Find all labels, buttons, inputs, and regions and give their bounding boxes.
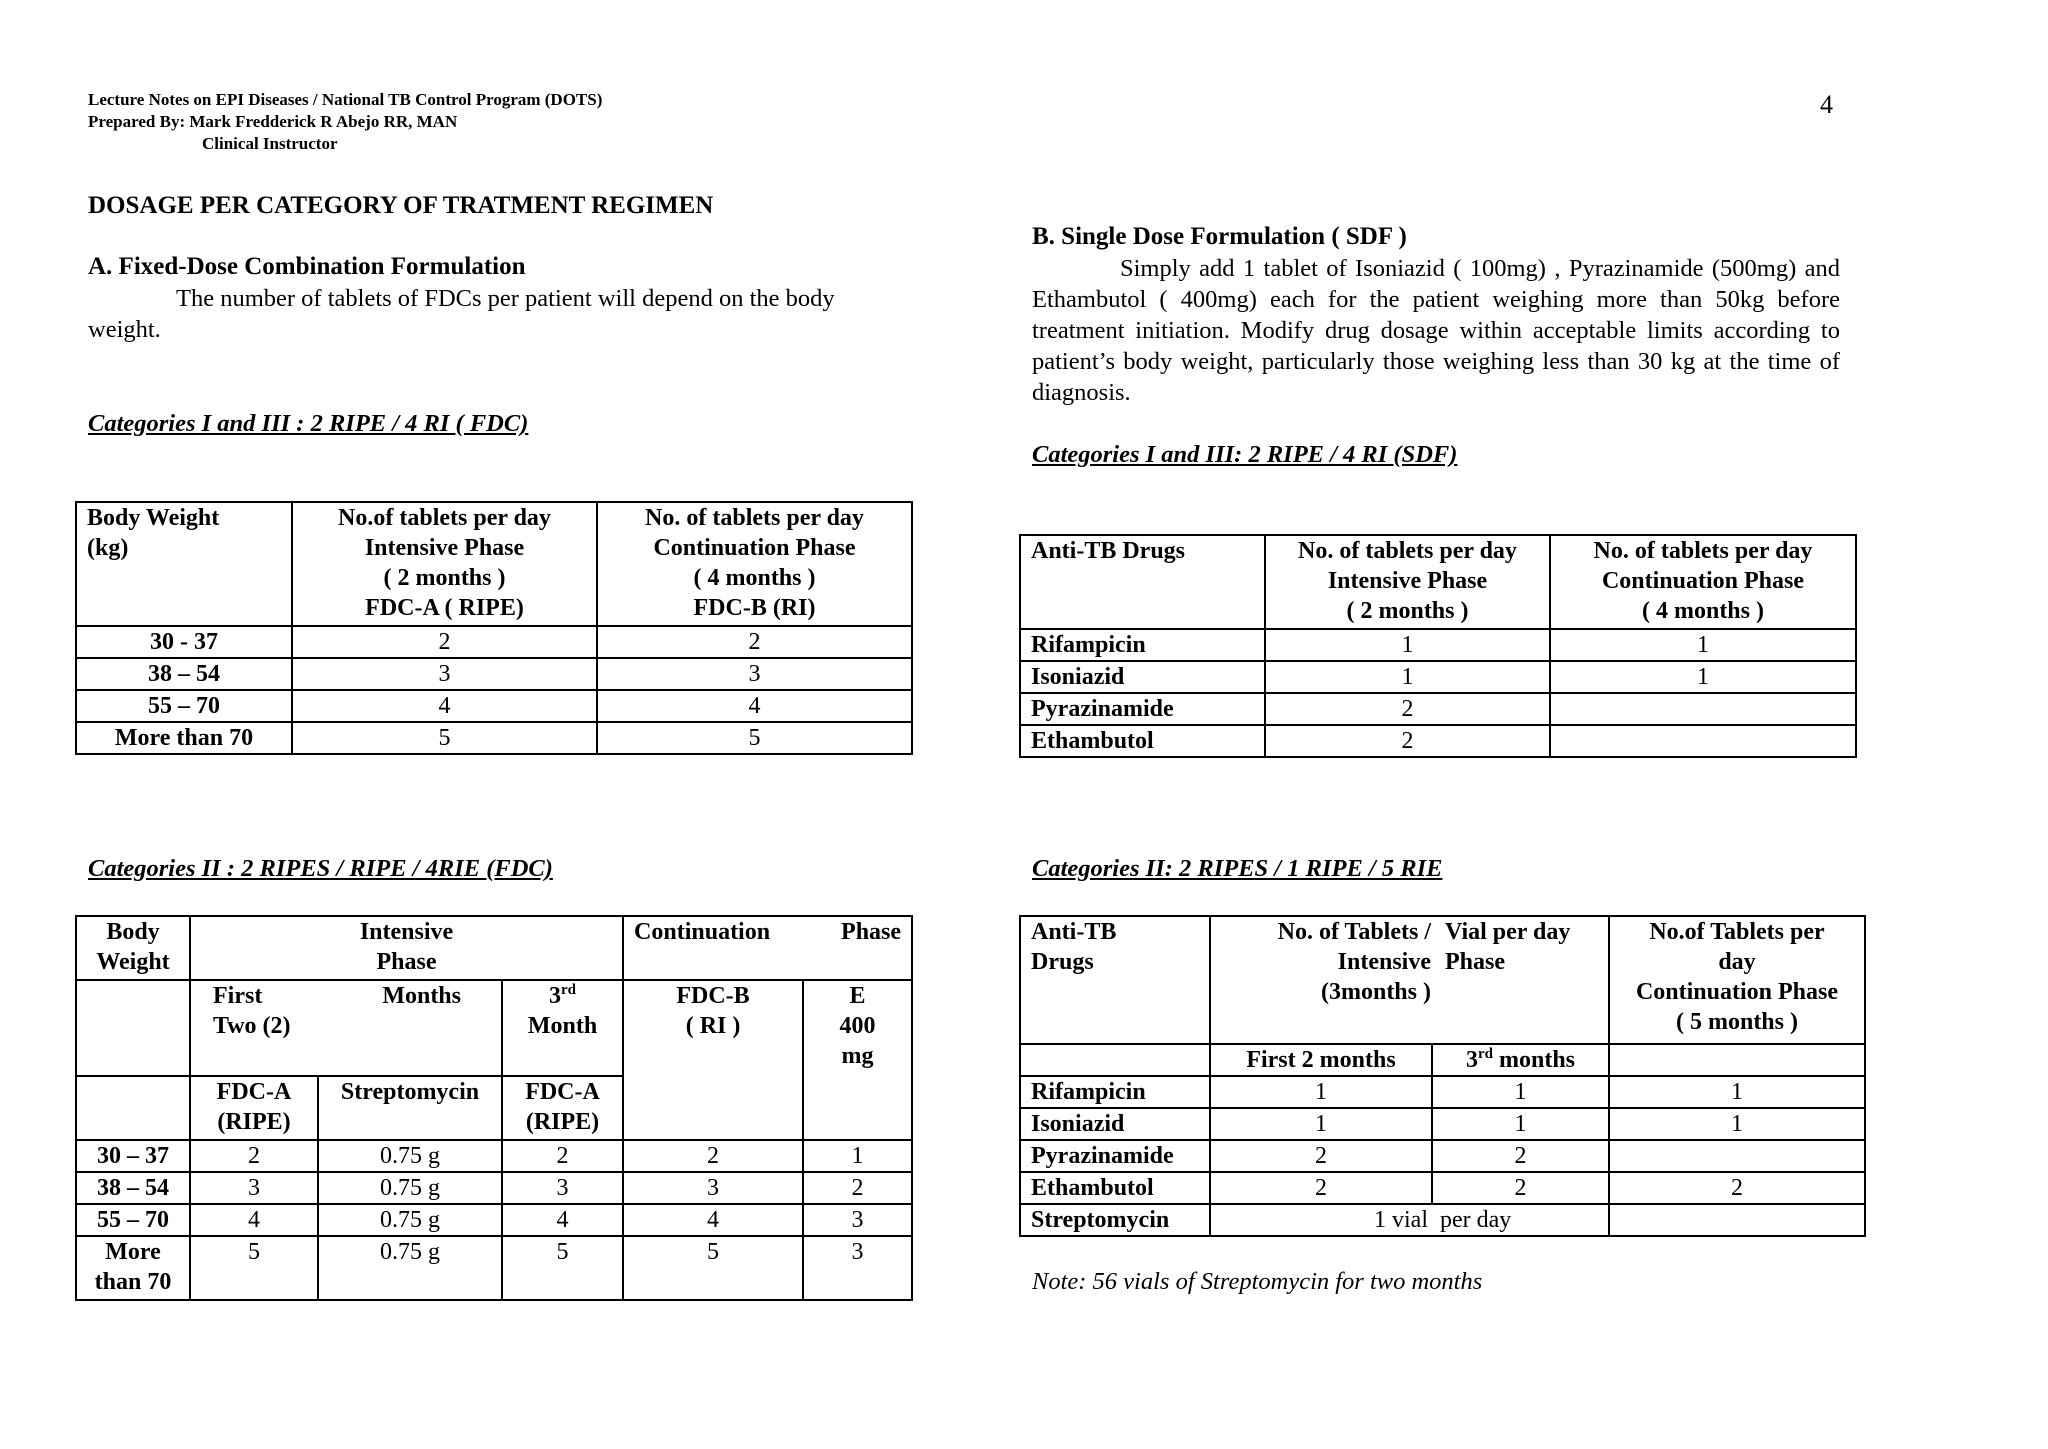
section-a-heading: A. Fixed-Dose Combination Formulation bbox=[88, 253, 526, 280]
table-row: Rifampicin 1 1 1 bbox=[1020, 1076, 1865, 1108]
table-row: Isoniazid 1 1 1 bbox=[1020, 1108, 1865, 1140]
header-body-weight: Body Weight (kg) bbox=[76, 502, 292, 626]
header-intensive-phase: No. of tablets per day Intensive Phase ( 2 months ) bbox=[1265, 535, 1550, 629]
cat1-sdf-title: Categories I and III: 2 RIPE / 4 RI (SDF) bbox=[1032, 441, 1458, 468]
table-row: Ethambutol 2 2 2 bbox=[1020, 1172, 1865, 1204]
header-body-weight: Body Weight bbox=[76, 916, 190, 980]
fdc-cat1-table bbox=[75, 501, 913, 755]
section-a-text-2: weight. bbox=[88, 316, 161, 343]
table-row: Isoniazid 1 1 bbox=[1020, 661, 1856, 693]
table-row: Streptomycin 1 vial per day bbox=[1020, 1204, 1865, 1236]
header-intensive-phase: No. of Tablets / Intensive (3months ) Vial per day Phase bbox=[1210, 916, 1609, 1044]
table-row: 38 – 54 3 3 bbox=[76, 658, 912, 690]
header-line-1: Lecture Notes on EPI Diseases / National TB Control Program (DOTS) bbox=[88, 90, 603, 109]
header-intensive-phase: No.of tablets per day Intensive Phase ( 2 months ) FDC-A ( RIPE) bbox=[292, 502, 597, 626]
header-continuation-phase: No. of tablets per day Continuation Phase ( 4 months ) FDC-B (RI) bbox=[597, 502, 912, 626]
header-anti-tb-drugs: Anti-TB Drugs bbox=[1020, 916, 1210, 1044]
header-fdc-a-third: FDC-A (RIPE) bbox=[502, 1076, 623, 1140]
table-row: Pyrazinamide 2 bbox=[1020, 693, 1856, 725]
streptomycin-note: Note: 56 vials of Streptomycin for two months bbox=[1032, 1268, 1483, 1295]
header-fdc-a: FDC-A (RIPE) bbox=[190, 1076, 318, 1140]
table-row: Pyrazinamide 2 2 bbox=[1020, 1140, 1865, 1172]
fdc-cat2-table bbox=[75, 915, 913, 1301]
header-first-2-months: First 2 months bbox=[1210, 1044, 1432, 1076]
header-continuation-phase: No.of Tablets per day Continuation Phase ( 5 months ) bbox=[1609, 916, 1865, 1044]
section-b-heading: B. Single Dose Formulation ( SDF ) bbox=[1032, 223, 1407, 250]
table-row: 55 – 70 4 0.75 g 4 4 3 bbox=[76, 1204, 912, 1236]
table-row: 38 – 54 3 0.75 g 3 3 2 bbox=[76, 1172, 912, 1204]
header-continuation-phase: No. of tablets per day Continuation Phase ( 4 months ) bbox=[1550, 535, 1856, 629]
table-row: More than 70 5 5 bbox=[76, 722, 912, 754]
sdf-cat2-table bbox=[1019, 915, 1866, 1237]
main-heading: DOSAGE PER CATEGORY OF TRATMENT REGIMEN bbox=[88, 192, 714, 219]
table-row: Ethambutol 2 bbox=[1020, 725, 1856, 757]
header-third-month: 3rd months bbox=[1432, 1044, 1609, 1076]
header-line-3: Clinical Instructor bbox=[202, 134, 338, 153]
cat2-fdc-title: Categories II : 2 RIPES / RIPE / 4RIE (FDC) bbox=[88, 855, 553, 882]
header-streptomycin: Streptomycin bbox=[318, 1076, 502, 1140]
header-third-month: 3rd Month bbox=[502, 980, 623, 1076]
table-row: Rifampicin 1 1 bbox=[1020, 629, 1856, 661]
header-fdc-b: FDC-B ( RI ) bbox=[623, 980, 803, 1140]
section-a-text-1: The number of tablets of FDCs per patient will depend on the body bbox=[176, 285, 835, 312]
table-row: 30 - 37 2 2 bbox=[76, 626, 912, 658]
page-number: 4 bbox=[1820, 90, 1833, 119]
cat1-fdc-title: Categories I and III : 2 RIPE / 4 RI ( FDC) bbox=[88, 410, 529, 437]
sdf-cat1-table bbox=[1019, 534, 1857, 758]
header-continuation-phase: Continuation Phase bbox=[623, 916, 912, 980]
table-row: 30 – 37 2 0.75 g 2 2 1 bbox=[76, 1140, 912, 1172]
table-row: 55 – 70 4 4 bbox=[76, 690, 912, 722]
header-intensive-phase: Intensive Phase bbox=[190, 916, 623, 980]
header-anti-tb-drugs: Anti-TB Drugs bbox=[1020, 535, 1265, 629]
cat2-sdf-title: Categories II: 2 RIPES / 1 RIPE / 5 RIE bbox=[1032, 855, 1443, 882]
section-b-paragraph: Simply add 1 tablet of Isoniazid ( 100mg) , Pyrazinamide (500mg) and Ethambutol ( 400mg) each for the patient weighing more than 50kg before treatment initiation. Modify drug dosage within acceptable limits according to patient’s body weight, particularly those weighing less than 30 kg at the time of diagnosis. bbox=[1032, 255, 1840, 406]
header-first-two-months: First Months Two (2) bbox=[190, 980, 502, 1076]
table-row: More than 70 5 0.75 g 5 5 3 bbox=[76, 1236, 912, 1300]
header-ethambutol: E 400 mg bbox=[803, 980, 912, 1140]
header-line-2: Prepared By: Mark Fredderick R Abejo RR, MAN bbox=[88, 112, 458, 131]
